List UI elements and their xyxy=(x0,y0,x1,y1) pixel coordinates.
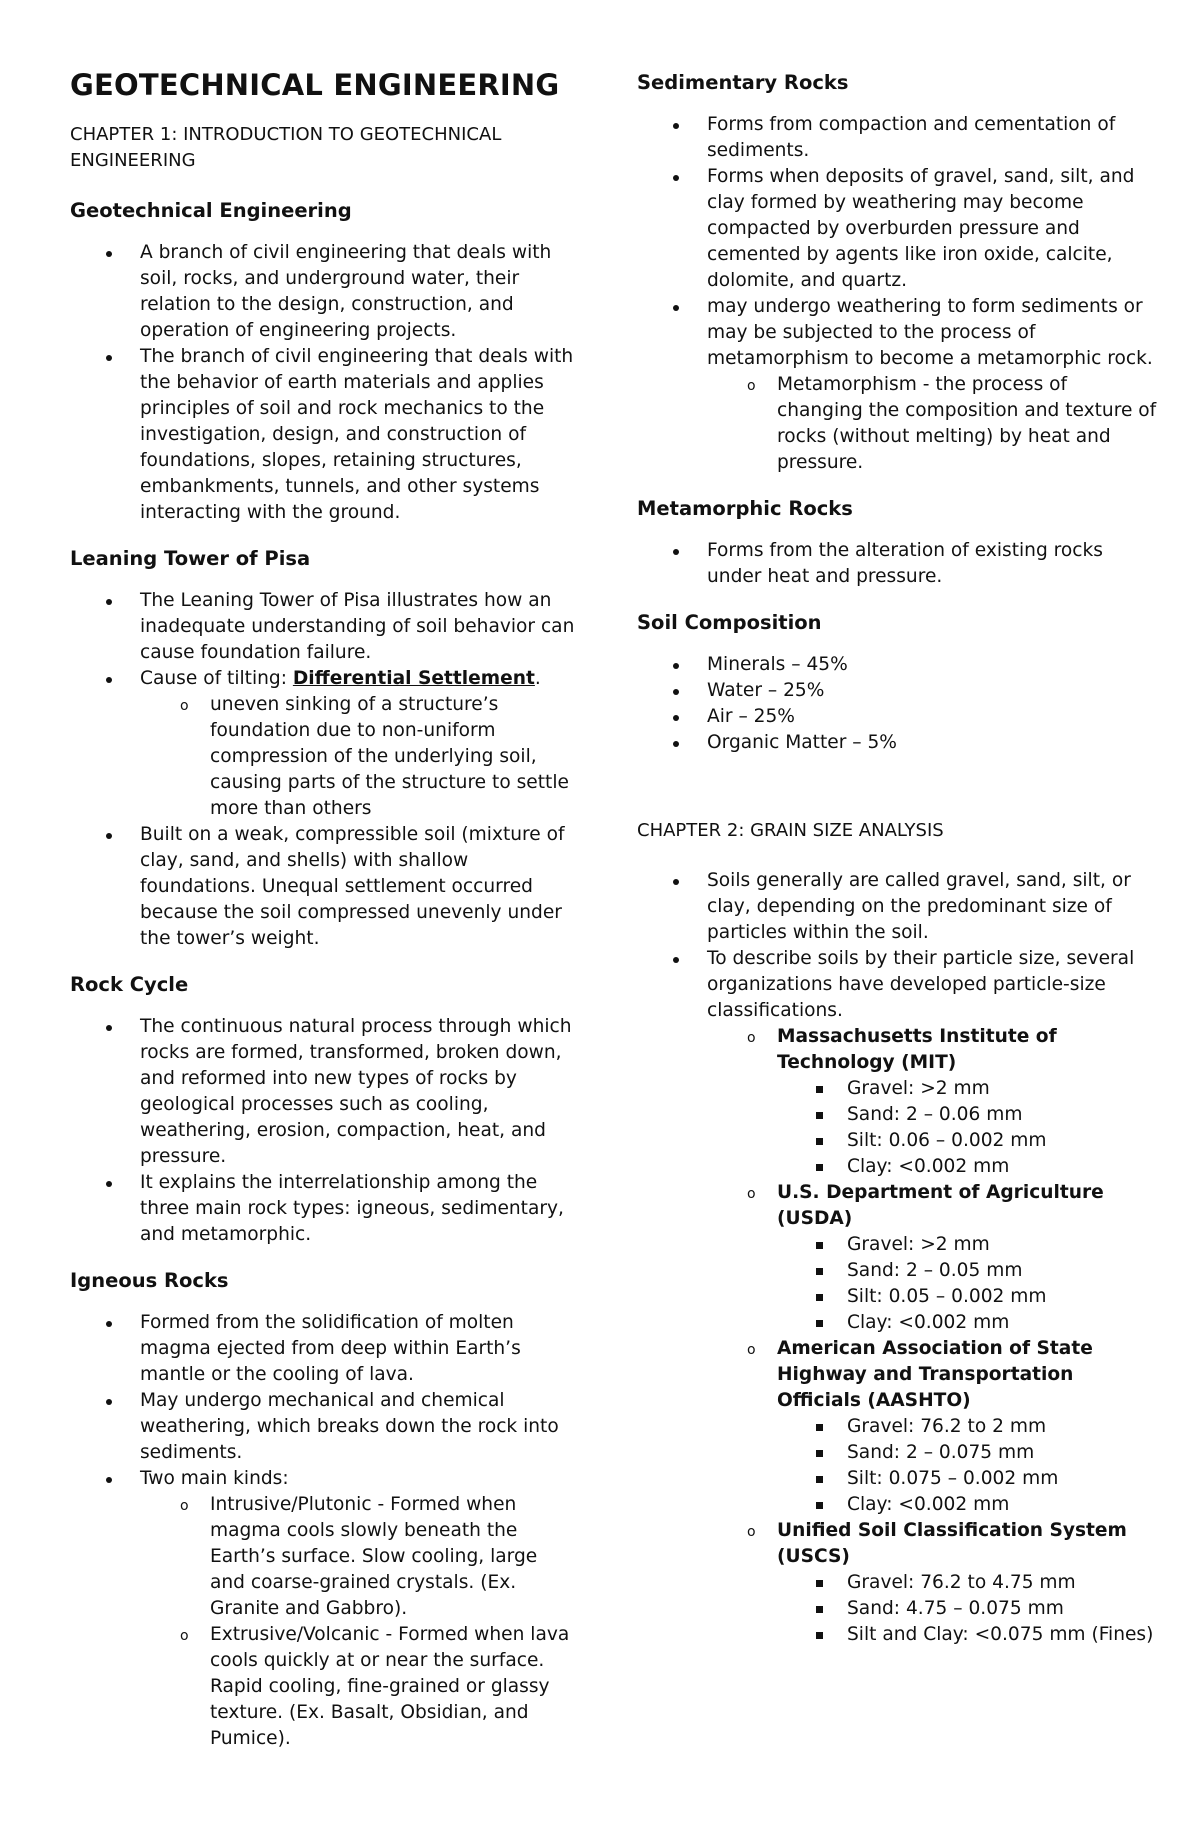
sub-list-item: o uneven sinking of a structure’s foundation due to non-uniform compression of the underlying soil, causing parts of the structure to settle more than others xyxy=(140,692,575,822)
org-name: Massachusetts Institute of Technology (MIT) xyxy=(777,1026,1057,1073)
size-item: Clay: <0.002 mm xyxy=(777,1154,1157,1180)
list-item: The continuous natural process through which rocks are formed, transformed, broken down, and reformed into new types of rocks by geological processes such as cooling, weathering, erosion, compaction, heat, and pressure. xyxy=(70,1014,575,1170)
soil-composition-list xyxy=(637,652,1157,756)
leaning-tower-list xyxy=(70,588,575,952)
grain-size-list xyxy=(637,868,1157,1648)
list-item xyxy=(637,946,1157,1648)
size-item: Sand: 2 – 0.06 mm xyxy=(777,1102,1157,1128)
list-item: Air – 25% xyxy=(637,704,1157,730)
size-item: Silt: 0.06 – 0.002 mm xyxy=(777,1128,1157,1154)
list-item: A branch of civil engineering that deals with soil, rocks, and underground water, their relation to the design, construction, and operation of engineering projects. xyxy=(70,240,575,344)
org-uscs xyxy=(707,1518,1157,1648)
cause-label: Cause of tilting: xyxy=(140,667,293,689)
size-item: Sand: 4.75 – 0.075 mm xyxy=(777,1596,1157,1622)
left-column xyxy=(70,70,575,1772)
org-name: U.S. Department of Agriculture (USDA) xyxy=(777,1182,1104,1229)
rock-cycle-list xyxy=(70,1014,575,1248)
list-item xyxy=(70,666,575,822)
list-item: It explains the interrelationship among the three main rock types: igneous, sedimentary, and metamorphic. xyxy=(70,1170,575,1248)
metamorphic-rocks-list xyxy=(637,538,1157,590)
rock-cycle-heading: Rock Cycle xyxy=(70,972,189,996)
size-list xyxy=(777,1232,1157,1336)
chapter-2-title: CHAPTER 2: GRAIN SIZE ANALYSIS xyxy=(637,820,944,841)
sedimentary-rocks-list xyxy=(637,112,1157,476)
list-item: Minerals – 45% xyxy=(637,652,1157,678)
size-item: Clay: <0.002 mm xyxy=(777,1310,1157,1336)
list-item: The Leaning Tower of Pisa illustrates how an inadequate understanding of soil behavior can cause foundation failure. xyxy=(70,588,575,666)
cause-sublist xyxy=(140,692,575,822)
list-item: Soils generally are called gravel, sand, silt, or clay, depending on the predominant size of particles within the soil. xyxy=(637,868,1157,946)
organizations-sublist xyxy=(707,1024,1157,1648)
size-item: Sand: 2 – 0.075 mm xyxy=(777,1440,1157,1466)
size-item: Sand: 2 – 0.05 mm xyxy=(777,1258,1157,1284)
list-item: Forms from compaction and cementation of sediments. xyxy=(637,112,1157,164)
size-item: Gravel: 76.2 to 2 mm xyxy=(777,1414,1157,1440)
metamorphism-sublist xyxy=(707,372,1157,476)
org-name: Unified Soil Classification System (USCS) xyxy=(777,1520,1127,1567)
list-item-text: may undergo weathering to form sediments or may be subjected to the process of metamorphism to become a metamorphic rock. xyxy=(707,296,1153,369)
list-item: Water – 25% xyxy=(637,678,1157,704)
section-spacer xyxy=(637,776,1157,818)
size-list xyxy=(777,1414,1157,1518)
geotechnical-engineering-heading: Geotechnical Engineering xyxy=(70,198,352,222)
list-item: Formed from the solidification of molten magma ejected from deep within Earth’s mantle or the cooling of lava. xyxy=(70,1310,575,1388)
differential-settlement-term: Differential Settlement xyxy=(292,667,535,689)
list-item xyxy=(70,1466,575,1752)
list-item: Forms from the alteration of existing rocks under heat and pressure. xyxy=(637,538,1157,590)
size-list xyxy=(777,1570,1157,1648)
geotechnical-engineering-list xyxy=(70,240,575,526)
soil-composition-heading: Soil Composition xyxy=(637,611,822,634)
org-name: American Association of State Highway and Transportation Officials (AASHTO) xyxy=(777,1338,1093,1411)
list-item xyxy=(637,294,1157,476)
sub-list-item: o Metamorphism - the process of changing the composition and texture of rocks (without melting) by heat and pressure. xyxy=(707,372,1157,476)
igneous-rocks-list xyxy=(70,1310,575,1752)
right-column xyxy=(637,70,1157,1668)
igneous-rocks-heading: Igneous Rocks xyxy=(70,1268,229,1292)
list-item: The branch of civil engineering that deals with the behavior of earth materials and applies principles of soil and rock mechanics to the investigation, design, and construction of foundations, slopes, retaining structures, embankments, tunnels, and other systems interacting with the ground. xyxy=(70,344,575,526)
size-item: Gravel: >2 mm xyxy=(777,1232,1157,1258)
list-item-text: To describe soils by their particle size, several organizations have developed particle-size classifications. xyxy=(707,948,1135,1021)
cause-suffix: . xyxy=(534,667,541,689)
size-list xyxy=(777,1076,1157,1180)
org-usda xyxy=(707,1180,1157,1336)
size-item: Silt: 0.05 – 0.002 mm xyxy=(777,1284,1157,1310)
list-item: Organic Matter – 5% xyxy=(637,730,1157,756)
org-mit xyxy=(707,1024,1157,1180)
sedimentary-rocks-heading: Sedimentary Rocks xyxy=(637,71,849,94)
igneous-kinds-sublist xyxy=(140,1492,575,1752)
list-item: May undergo mechanical and chemical weathering, which breaks down the rock into sediments. xyxy=(70,1388,575,1466)
two-kinds-label: Two main kinds: xyxy=(140,1467,289,1489)
sub-list-item: o Extrusive/Volcanic - Formed when lava cools quickly at or near the surface. Rapid cooling, fine-grained or glassy texture. (Ex. Basalt, Obsidian, and Pumice). xyxy=(140,1622,575,1752)
size-item: Silt and Clay: <0.075 mm (Fines) xyxy=(777,1622,1157,1648)
size-item: Gravel: 76.2 to 4.75 mm xyxy=(777,1570,1157,1596)
org-aashto xyxy=(707,1336,1157,1518)
list-item: Built on a weak, compressible soil (mixture of clay, sand, and shells) with shallow foundations. Unequal settlement occurred because the soil compressed unevenly under the tower’s weight. xyxy=(70,822,575,952)
size-item: Clay: <0.002 mm xyxy=(777,1492,1157,1518)
list-item: Forms when deposits of gravel, sand, silt, and clay formed by weathering may become compacted by overburden pressure and cemented by agents like iron oxide, calcite, dolomite, and quartz. xyxy=(637,164,1157,294)
chapter-1-title: CHAPTER 1: INTRODUCTION TO GEOTECHNICAL ENGINEERING xyxy=(70,123,502,171)
size-item: Silt: 0.075 – 0.002 mm xyxy=(777,1466,1157,1492)
sub-list-item: o Intrusive/Plutonic - Formed when magma cools slowly beneath the Earth’s surface. Slow cooling, large and coarse-grained crystals. (Ex. Granite and Gabbro). xyxy=(140,1492,575,1622)
size-item: Gravel: >2 mm xyxy=(777,1076,1157,1102)
leaning-tower-heading: Leaning Tower of Pisa xyxy=(70,546,311,570)
document-title: GEOTECHNICAL ENGINEERING xyxy=(70,68,560,102)
metamorphic-rocks-heading: Metamorphic Rocks xyxy=(637,497,853,520)
